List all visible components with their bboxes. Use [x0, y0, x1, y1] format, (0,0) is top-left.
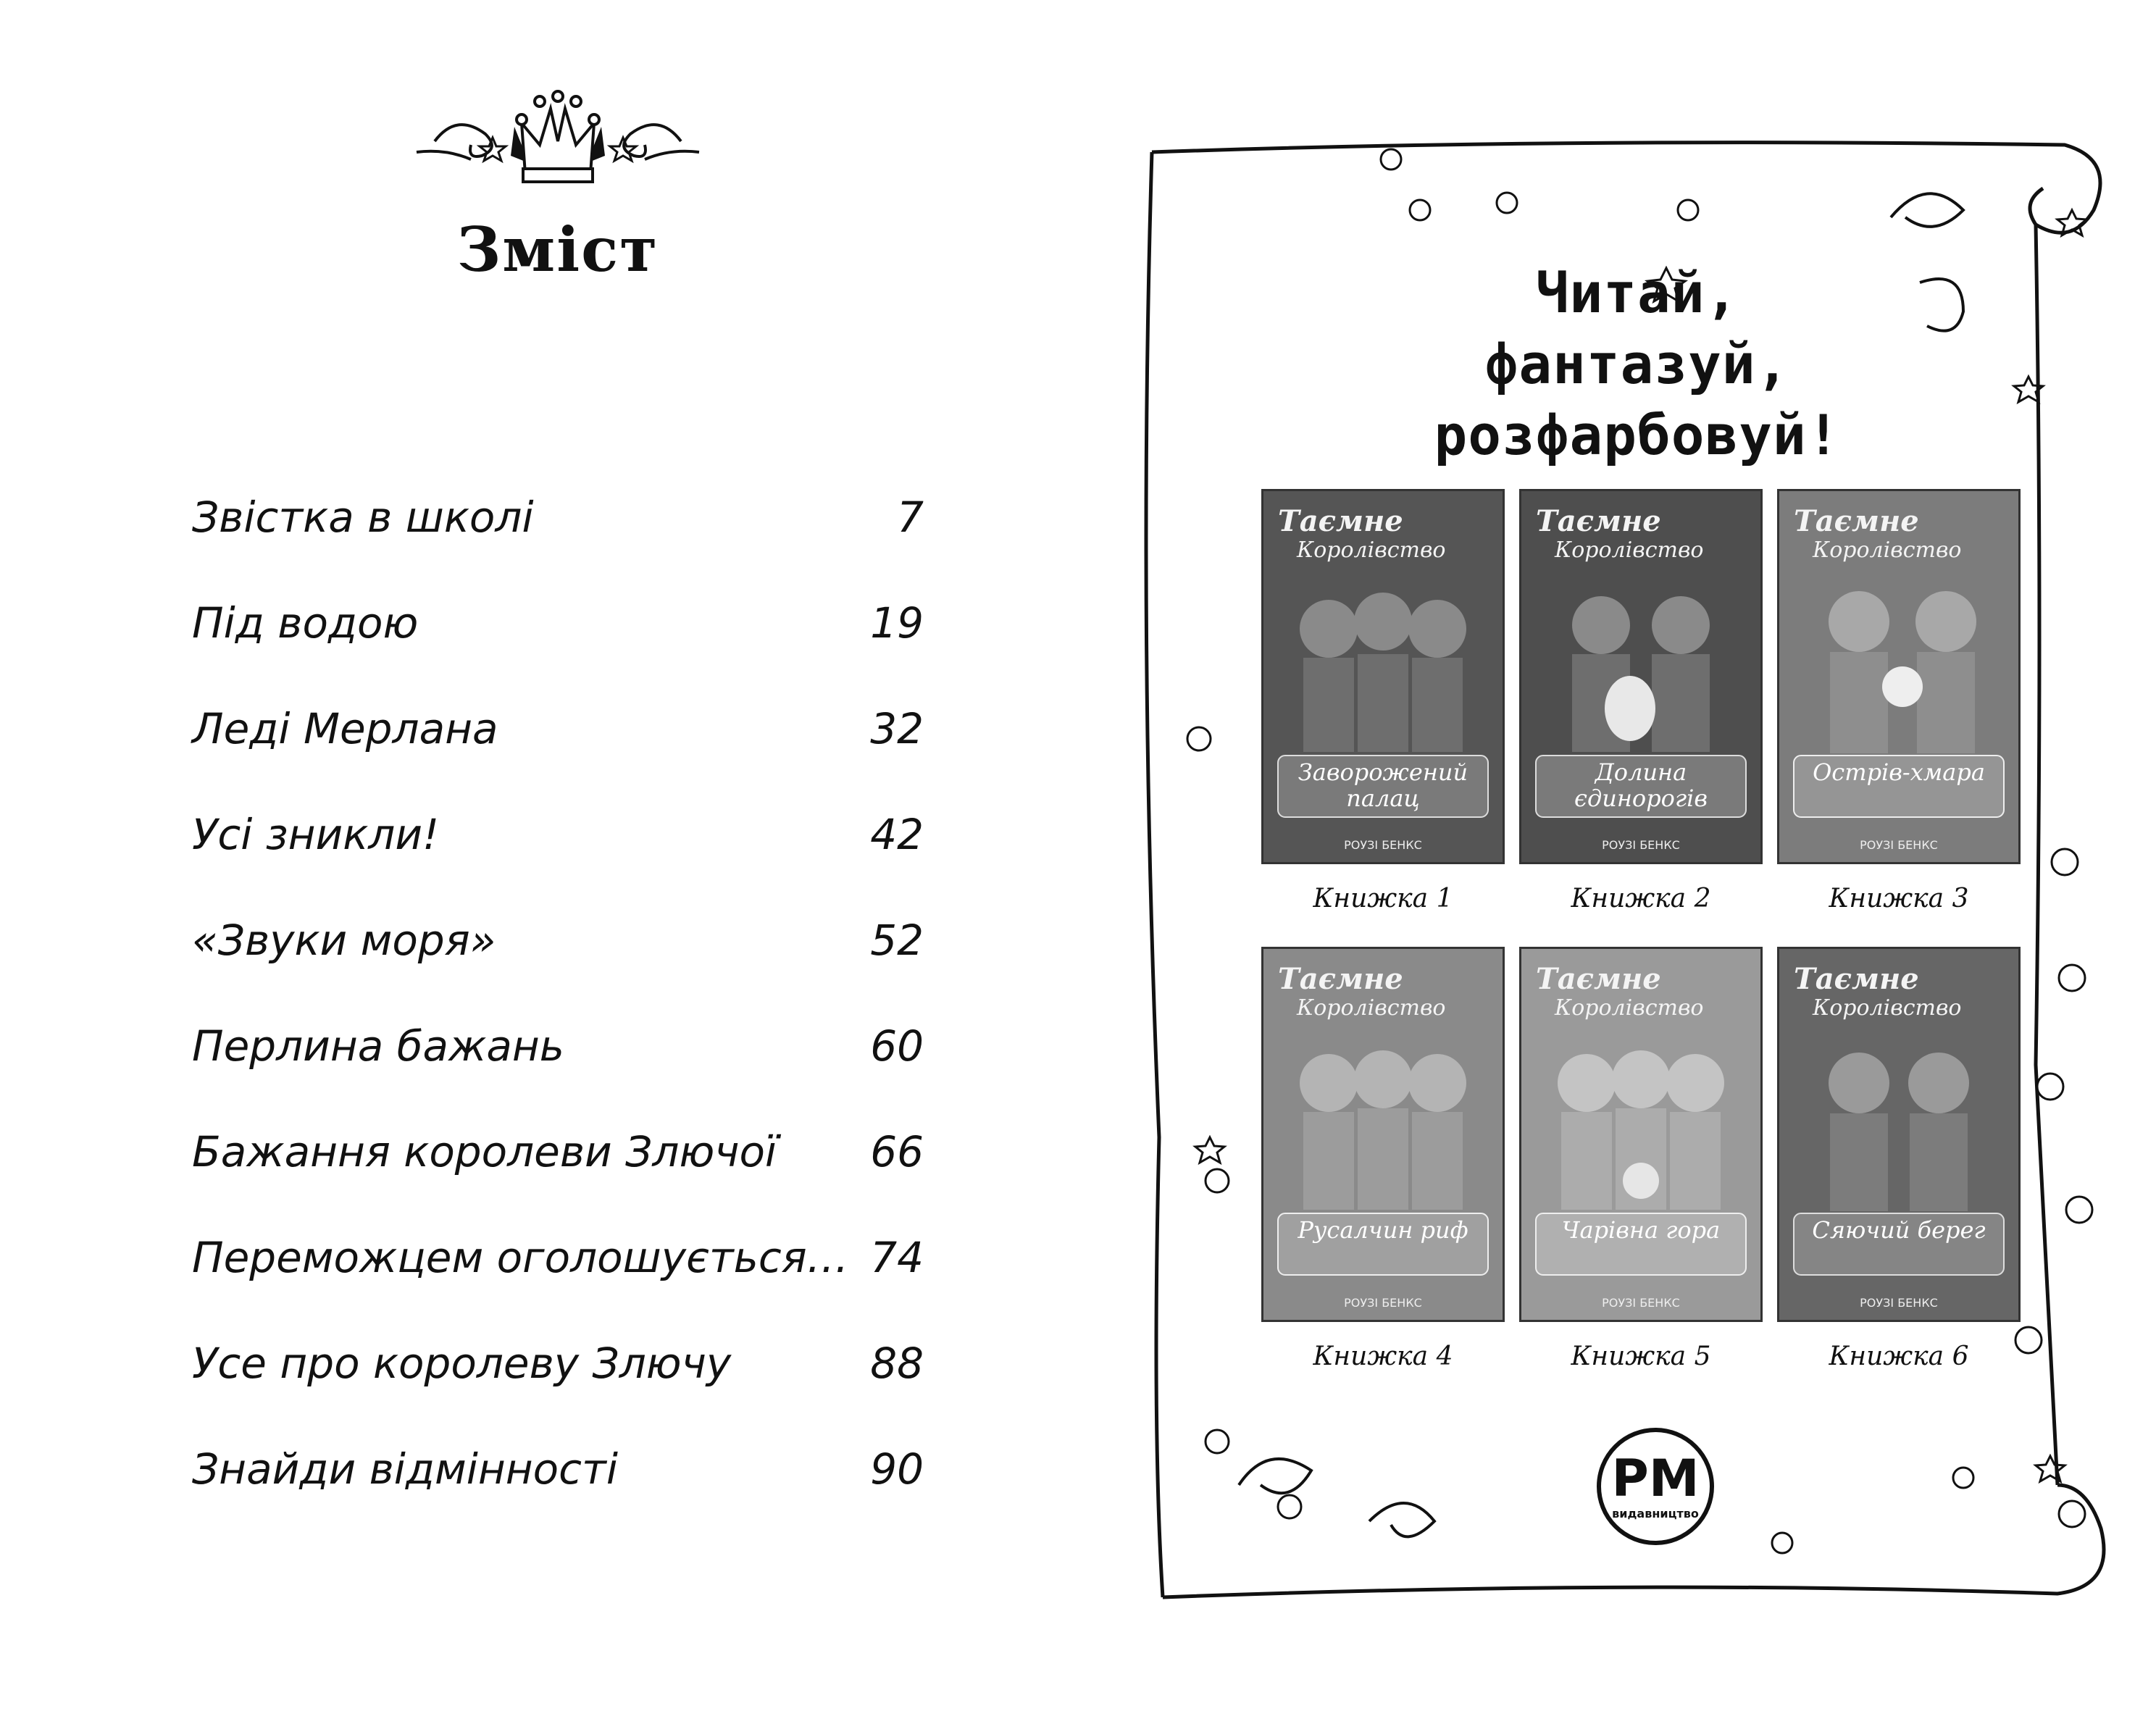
toc-entry-page: 32	[870, 704, 924, 753]
book-label: Книжка 6	[1829, 1342, 1969, 1371]
book-label: Книжка 3	[1829, 884, 1969, 913]
toc-entry-page: 66	[870, 1127, 924, 1176]
toc-entry-page: 19	[870, 598, 924, 648]
headline-line-1: Читай,	[1535, 261, 1739, 325]
book-cover[interactable]	[1261, 947, 1505, 1322]
toc-entry-page: 90	[870, 1444, 924, 1494]
book-author: РОУЗІ БЕНКС	[1602, 838, 1680, 852]
toc-entry-page: 74	[870, 1233, 924, 1282]
book-title: Долина єдинорогів	[1574, 758, 1708, 812]
toc-entry[interactable]	[192, 1127, 924, 1192]
toc-entry[interactable]	[192, 598, 924, 664]
series-brand-line1: Таємне	[1278, 504, 1403, 538]
series-brand-line2: Королівство	[1297, 537, 1446, 563]
book-cover[interactable]	[1777, 947, 2021, 1322]
book-author: РОУЗІ БЕНКС	[1602, 1296, 1680, 1310]
toc-entry-title: Звістка в школі	[192, 493, 534, 542]
series-brand-line1: Таємне	[1794, 504, 1919, 538]
toc-entry[interactable]	[192, 1339, 924, 1404]
toc-entry[interactable]	[192, 1021, 924, 1087]
toc-entry-title: Усі зникли!	[192, 810, 440, 859]
book-title: Заворожений палац	[1298, 758, 1468, 812]
toc-entry-title: Леді Мерлана	[192, 704, 498, 753]
series-brand-line2: Королівство	[1297, 995, 1446, 1021]
book-author: РОУЗІ БЕНКС	[1860, 838, 1938, 852]
publisher-logo-text: РМ	[1611, 1449, 1700, 1508]
toc-entry-page: 7	[897, 493, 924, 542]
book-label: Книжка 5	[1571, 1342, 1711, 1371]
toc-entry[interactable]	[192, 1233, 924, 1298]
book-cover[interactable]	[1777, 489, 2021, 864]
toc-entry-title: Бажання королеви Злючої	[192, 1127, 777, 1176]
book-title: Чарівна гора	[1561, 1216, 1721, 1244]
book-label: Книжка 2	[1571, 884, 1711, 913]
publisher-logo-sub: видавництво	[1612, 1507, 1699, 1520]
series-brand-line1: Таємне	[1794, 962, 1919, 996]
series-brand-line1: Таємне	[1278, 962, 1403, 996]
book-title: Сяючий берег	[1812, 1216, 1986, 1244]
book-label: Книжка 4	[1313, 1342, 1453, 1371]
toc-entry-title: Під водою	[192, 598, 419, 648]
toc-entry-page: 52	[870, 916, 924, 965]
toc-entry[interactable]	[192, 916, 924, 981]
toc-entry-page: 88	[870, 1339, 924, 1388]
toc-entry[interactable]	[192, 810, 924, 875]
toc-entry[interactable]	[192, 704, 924, 769]
book-title: Острів-хмара	[1813, 758, 1985, 786]
headline-line-2: фантазуй,	[1484, 332, 1790, 396]
series-brand-line1: Таємне	[1536, 962, 1661, 996]
book-cover[interactable]	[1261, 489, 1505, 864]
book-title: Русалчин риф	[1298, 1216, 1468, 1244]
series-brand-line1: Таємне	[1536, 504, 1661, 538]
toc-entry[interactable]	[192, 493, 924, 558]
toc-entry[interactable]	[192, 1444, 924, 1510]
book-author: РОУЗІ БЕНКС	[1860, 1296, 1938, 1310]
series-brand-line2: Королівство	[1813, 537, 1962, 563]
book-author: РОУЗІ БЕНКС	[1344, 1296, 1422, 1310]
book-label: Книжка 1	[1313, 884, 1453, 913]
book-cover[interactable]	[1519, 947, 1763, 1322]
toc-entry-title: Перлина бажань	[192, 1021, 564, 1071]
toc-entry-title: Переможцем оголошується…	[192, 1233, 849, 1282]
page-title: Зміст	[456, 214, 659, 285]
book-cover[interactable]	[1519, 489, 1763, 864]
crown-ornament-icon	[406, 83, 710, 192]
toc-entry-title: Знайди відмінності	[192, 1444, 618, 1494]
book-author: РОУЗІ БЕНКС	[1344, 838, 1422, 852]
series-brand-line2: Королівство	[1555, 995, 1704, 1021]
toc-entry-title: «Звуки моря»	[192, 916, 496, 965]
publisher-logo	[1596, 1427, 1715, 1546]
series-brand-line2: Королівство	[1813, 995, 1962, 1021]
headline-line-3: розфарбовуй!	[1434, 403, 1841, 467]
toc-entry-page: 42	[870, 810, 924, 859]
series-brand-line2: Королівство	[1555, 537, 1704, 563]
toc-entry-title: Усе про королеву Злючу	[192, 1339, 732, 1388]
toc-entry-page: 60	[870, 1021, 924, 1071]
